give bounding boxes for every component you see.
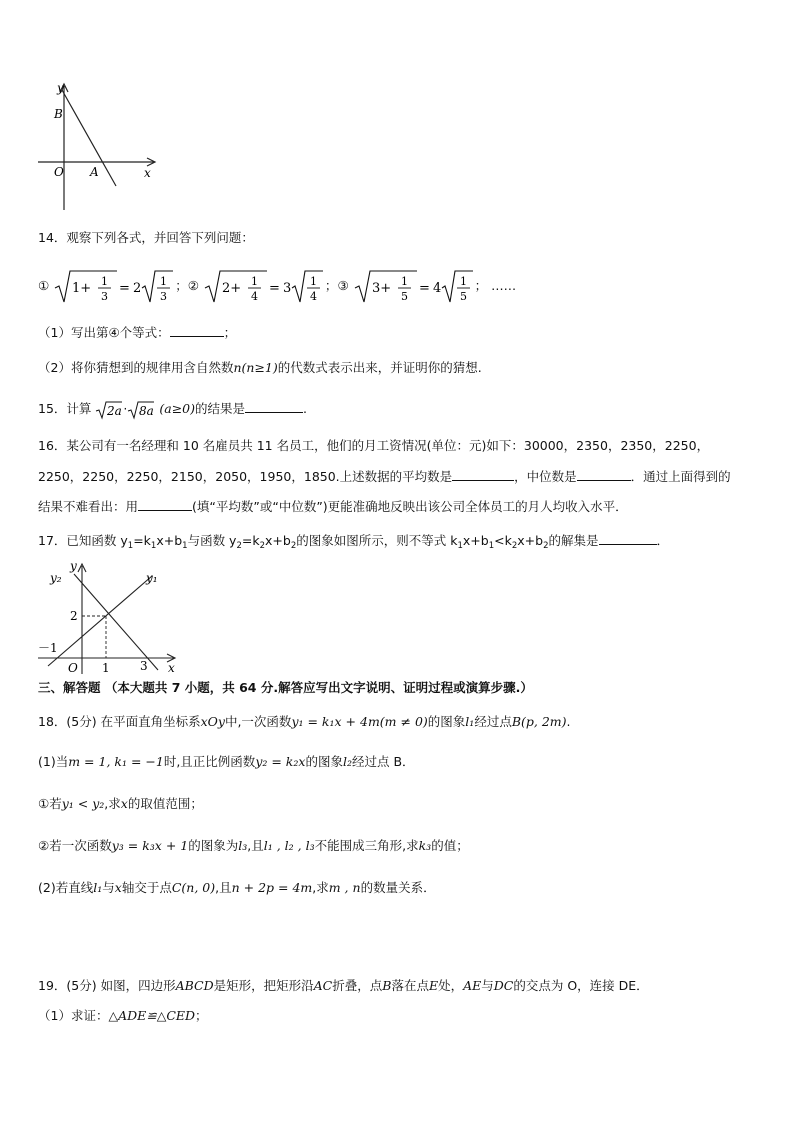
separator: ；: [175, 278, 188, 293]
svg-text:3: 3: [282, 280, 292, 296]
condition: (a≥0): [159, 401, 195, 416]
svg-text:4: 4: [432, 280, 441, 296]
answer-blank-median[interactable]: [577, 466, 631, 481]
x-label: x: [144, 166, 151, 180]
svg-text:1: 1: [309, 274, 317, 288]
svg-text:=: =: [119, 280, 131, 296]
svg-text:=: =: [268, 280, 280, 296]
var-n: n: [233, 360, 242, 375]
q16-text: ．通过上面得到的: [630, 469, 731, 484]
q14-part1: [38, 322, 236, 343]
sqrt-8a: [127, 400, 155, 420]
tick-2: 2: [70, 609, 78, 623]
q16-line2: [38, 466, 731, 487]
svg-text:1+: 1+: [72, 280, 92, 296]
circled-2: ②: [187, 278, 199, 293]
q18-case2: ②若一次函数y₃ = k₃x + 1的图象为l₃,且l₁ , l₂ , l₃不能围成三角形,求k₃的值；: [38, 838, 469, 853]
svg-text:1: 1: [459, 274, 467, 288]
q18-part2: (2)若直线l₁与x轴交于点C(n, 0),且n + 2p = 4m,求m , n的数量关系．: [38, 880, 436, 895]
svg-text:1: 1: [101, 274, 109, 288]
svg-text:5: 5: [459, 289, 467, 303]
ellipsis: ……: [491, 278, 517, 293]
svg-text:8a: 8a: [139, 403, 155, 418]
q14-part2-text-end: 的代数式表示出来，并证明你的猜想.: [277, 360, 482, 375]
separator: ；: [324, 278, 338, 293]
q16-line1: 16．某公司有一名经理和 10 名雇员共 11 名员工，他们的月工资情况(单位：元)如下：30000，2350，2350，2250，: [38, 438, 710, 453]
dot: ·: [123, 401, 128, 416]
answer-blank[interactable]: [245, 398, 303, 413]
origin-label: O: [54, 165, 64, 179]
q18-part1: (1)当m = 1, k₁ = −1时,且正比例函数y₂ = k₂x的图象l₂经过点 B．: [38, 754, 415, 769]
q14-equations: [38, 266, 516, 306]
q15-text: 15．计算: [38, 401, 92, 416]
svg-text:1: 1: [250, 274, 258, 288]
answer-blank-mean[interactable]: [452, 466, 514, 481]
q14-part2-text: （2）将你猜想到的规律用含自然数: [38, 360, 234, 375]
section-3-heading: 三、解答题 （本大题共 7 小题，共 64 分.解答应写出文字说明、证明过程或演算步骤.）: [38, 680, 533, 695]
q15-text-2: 的结果是: [195, 401, 246, 416]
answer-blank[interactable]: [170, 322, 224, 337]
q14-text: 观察下列各式，并回答下列问题：: [66, 230, 254, 245]
q17: 17．已知函数 $y_1=k_1x+b_1$与函数 $y_2=k_2x+b_2$的图象如图所示，则不等式 $k_1x+b_1<k_2x+b_2$的解集是 ．: [38, 530, 669, 553]
q18-case1: ①若y₁ < y₂,求x的取值范围；: [38, 796, 203, 811]
line-ab: [62, 90, 116, 186]
svg-text:3+: 3+: [371, 280, 391, 296]
q14-number: 14．: [38, 230, 67, 245]
q16-text: ，中位数是: [514, 469, 577, 484]
circled-1: ①: [38, 278, 50, 293]
y-label: y: [70, 560, 77, 573]
q16-text: 2250，2250，2250，2150，2050，1950，1850.上述数据的平均数是: [38, 469, 453, 484]
svg-text:=: =: [418, 280, 430, 296]
function-y1: y₁ = k₁x + 4m(m ≠ 0): [291, 714, 428, 729]
q16-text: (填“平均数”或“中位数”)更能准确地反映出该公司全体员工的月人均收入水平．: [192, 499, 628, 514]
sqrt-2a: [95, 400, 123, 420]
q14-part1-text: （1）写出第④个等式：: [38, 325, 170, 340]
tick-1: 1: [102, 661, 110, 675]
separator: ；: [474, 278, 488, 293]
line-y2: [74, 574, 158, 670]
y1-label: y₁: [146, 571, 158, 585]
svg-text:4: 4: [309, 289, 317, 303]
q15: [38, 398, 307, 420]
equation-3: [353, 268, 475, 306]
svg-text:2+: 2+: [221, 280, 242, 296]
equation-1: [53, 268, 175, 306]
q16-text: 结果不难看出：用: [38, 499, 139, 514]
punct: .: [303, 401, 307, 416]
svg-text:4: 4: [250, 289, 258, 303]
tick-neg1: －1: [38, 641, 58, 655]
q18-head: 18．(5分) 在平面直角坐标系xOy中,一次函数y₁ = k₁x + 4m(m ≠ 0)的图象l₁经过点B(p, 2m).: [38, 714, 571, 729]
condition: (n≥1): [241, 360, 278, 375]
answer-blank[interactable]: [599, 530, 657, 545]
line-y1: [48, 576, 152, 666]
svg-text:1: 1: [160, 274, 168, 288]
q16-line3: [38, 496, 628, 517]
q19-head: 19．(5分) 如图，四边形ABCD是矩形，把矩形沿AC折叠，点B落在点E处，AE与DC的交点为 O，连接 DE．: [38, 978, 649, 993]
point-a-label: A: [90, 165, 99, 179]
equation-2: [203, 268, 325, 306]
punct: ；: [223, 325, 237, 340]
tick-3: 3: [140, 659, 148, 673]
figure-line-ab: [34, 80, 164, 212]
y-label: y: [57, 81, 64, 95]
q14-stem: [38, 228, 254, 248]
circled-3: ③: [337, 278, 349, 293]
svg-text:3: 3: [160, 289, 168, 303]
svg-text:2: 2: [133, 280, 142, 296]
figure-q17: [34, 560, 184, 678]
point-b: B(p, 2m): [511, 714, 567, 729]
svg-text:5: 5: [400, 289, 408, 303]
q14-part2: [38, 358, 482, 378]
point-b-label: B: [54, 107, 63, 121]
svg-text:1: 1: [400, 274, 408, 288]
answer-blank-choice[interactable]: [138, 496, 192, 511]
x-label: x: [168, 661, 175, 675]
svg-text:3: 3: [101, 289, 109, 303]
origin-label: O: [68, 661, 78, 675]
svg-text:2a: 2a: [107, 403, 123, 418]
y2-label: y₂: [50, 571, 62, 585]
q19-part1: （1）求证：△ADE≌△CED；: [38, 1008, 208, 1023]
